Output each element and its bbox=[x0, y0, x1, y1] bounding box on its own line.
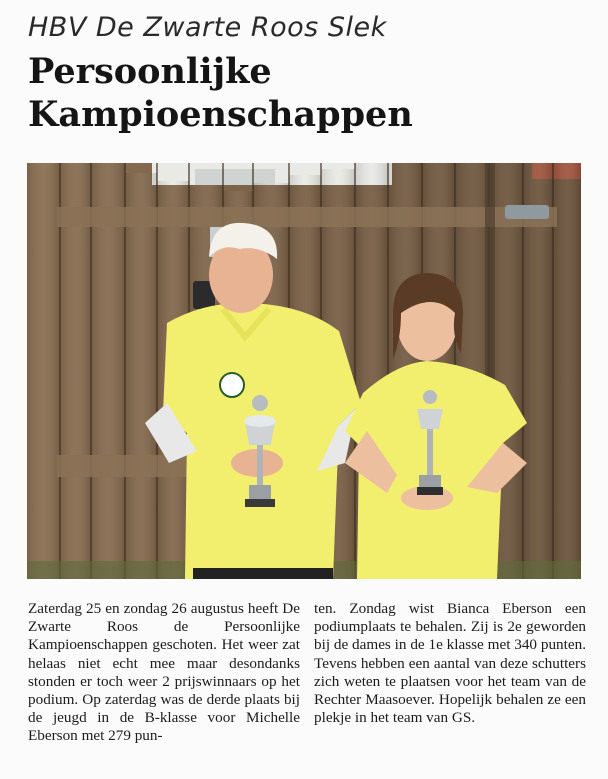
club-name: HBV De Zwarte Roos Slek bbox=[28, 12, 387, 43]
fence-rail-top bbox=[57, 207, 557, 227]
headline-line-2: Kampioenschappen bbox=[28, 94, 413, 135]
winners-photo bbox=[27, 163, 581, 579]
article-column-left: Zaterdag 25 en zondag 26 augustus heeft De Zwarte Roos de Persoonlijke Kampioenschappen geschoten. Het weer zat helaas niet echt mee maar desondanks stonden er toch weer 2 prijswinnaars op het podium. Op zaterdag was de derde plaats bij de jeugd in de B-klasse voor Michelle Eberson met 279 pun- bbox=[28, 600, 300, 745]
headline-line-1: Persoonlijke bbox=[28, 51, 272, 92]
house-window bbox=[195, 169, 275, 185]
article-column-right: ten. Zondag wist Bianca Eberson een podiumplaats te behalen. Zij is 2e geworden bij de dames in de 1e klasse met 340 punten. Tevens hebben een aantal van deze schutters zich weten te plaatsen voor het team van de Rechter Maasoever. Hopelijk behalen ze een plekje in het team van GS. bbox=[314, 600, 586, 727]
gate-latch bbox=[505, 205, 549, 219]
headline bbox=[28, 50, 413, 136]
